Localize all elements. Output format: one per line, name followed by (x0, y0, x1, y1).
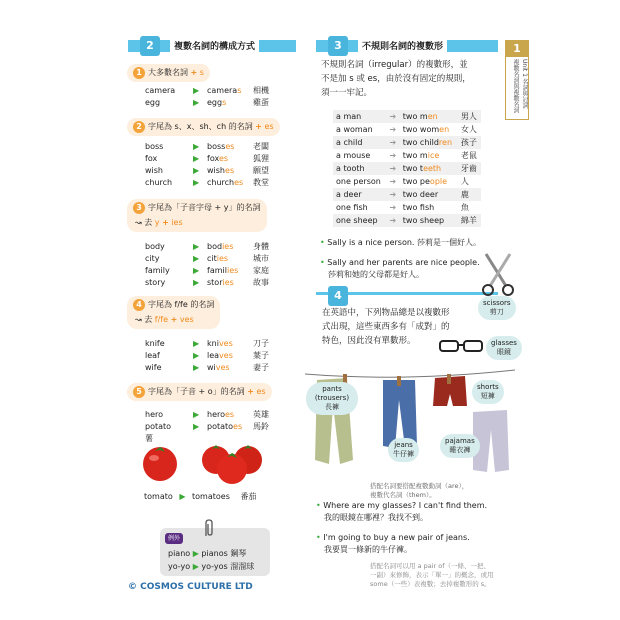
chinese-meaning: 雞蛋 (253, 98, 269, 107)
singular-word: hero (145, 410, 163, 419)
plural-word: bosses (207, 142, 235, 151)
rule-5-suffix: es (256, 387, 266, 396)
note-2-line-1: 搭配名詞可以用 a pair of（一條、一把、 (370, 562, 491, 570)
plural-word: cities (207, 254, 229, 263)
example-1 (320, 237, 510, 249)
rule-3-remove: 去 (144, 218, 153, 227)
arrow-icon: ➔ (389, 125, 397, 134)
plural-form: two people (402, 177, 448, 186)
exception-1-singular: piano (168, 549, 191, 558)
arrow-icon: ▶ (193, 422, 200, 431)
singular-form: one person (336, 177, 381, 186)
rule-3-remove-arrow: ↝ (135, 218, 142, 227)
rule-4-remove: 去 (144, 315, 153, 324)
scissors-icon (478, 250, 518, 298)
label-en: pants (trousers) (314, 385, 350, 402)
chinese-meaning: 故事 (253, 278, 269, 287)
plural-word: churches (207, 178, 244, 187)
chinese-meaning: 綿羊 (460, 216, 477, 225)
chinese-meaning: 城市 (253, 254, 269, 263)
irregular-row (333, 188, 481, 201)
note-2-line-3: some（一些）表複數；去掉複數形的 s。 (370, 580, 491, 588)
singular-word: leaf (145, 351, 160, 360)
chinese-meaning: 身體 (253, 242, 269, 251)
singular-form: a deer (336, 190, 362, 199)
exception-1-arrow: ▶ (192, 549, 199, 558)
arrow-icon: ▶ (193, 266, 200, 275)
plural-word: leaves (207, 351, 233, 360)
rule-4-remove-arrow: ↝ (135, 315, 142, 324)
example-2 (320, 257, 490, 281)
chinese-meaning: 老闆 (253, 142, 269, 151)
arrow-icon: ▶ (193, 166, 200, 175)
rule-2 (127, 118, 280, 136)
rule-3-number: 3 (133, 202, 145, 214)
arrow-icon: ➔ (389, 112, 397, 121)
label-zh: 眼鏡 (496, 348, 511, 356)
exception-row-1 (168, 548, 246, 560)
chinese-meaning: 鹿 (460, 190, 469, 199)
section4-intro-line-3: 特色，因此沒有單數形。 (322, 336, 416, 346)
glasses-label (486, 336, 522, 360)
note-1 (370, 482, 468, 500)
example-4-zh: 我要買一條新的牛仔褲。 (324, 545, 412, 554)
section3-intro (321, 58, 511, 100)
singular-word: wish (145, 166, 164, 175)
singular-form: a tooth (336, 164, 365, 173)
section2-title: 複數名詞的構成方式 (170, 39, 259, 52)
shorts-label (472, 380, 504, 404)
label-zh: 剪刀 (489, 308, 504, 316)
singular-word: potato (145, 422, 172, 431)
arrow-icon: ➔ (389, 216, 397, 225)
chinese-meaning: 刀子 (253, 339, 269, 348)
example-4-en: • I'm going to buy a new pair of jeans. (316, 533, 470, 542)
copyright: © COSMOS CULTURE LTD (128, 582, 253, 592)
arrow-icon: ▶ (193, 242, 200, 251)
rule-5 (127, 383, 272, 401)
example-3-en: • Where are my glasses? I can't find them. (316, 501, 488, 510)
plural-form: two children (402, 138, 453, 147)
rule-5-plus: + (247, 387, 254, 396)
paperclip-icon (202, 518, 216, 538)
word-row (145, 153, 275, 165)
rule-4-number: 4 (133, 299, 145, 311)
singular-word: church (145, 178, 173, 187)
plural-form: two women (402, 125, 450, 134)
section3-title: 不規則名詞的複數形 (358, 39, 447, 52)
arrow-icon: ➔ (389, 203, 397, 212)
singular-word: wife (145, 363, 162, 372)
label-en: pajamas (445, 437, 475, 445)
chinese-meaning: 願望 (253, 166, 269, 175)
rule-4-text: 字尾為 f/fe 的名詞 (148, 300, 215, 309)
plural-word: heroes (207, 410, 235, 419)
example-3-bullet: • (316, 501, 321, 510)
chinese-meaning: 牙齒 (460, 164, 477, 173)
irregular-row (333, 149, 481, 162)
chinese-meaning: 相機 (253, 86, 269, 95)
plural-word: bodies (207, 242, 234, 251)
plural-word: eggs (207, 98, 227, 107)
example-1-bullet: • (320, 238, 325, 247)
rule-1-plus: + (190, 68, 198, 77)
arrow-icon: ▶ (193, 363, 200, 372)
exception-2-plural: yo-yos (201, 562, 228, 571)
word-row (145, 277, 275, 289)
irregular-row (333, 201, 481, 214)
exception-2-singular: yo-yo (168, 562, 191, 571)
plural-word: knives (207, 339, 233, 348)
word-row (145, 85, 275, 97)
rule-3-text: 字尾為「子音字母 + y」的名詞 (148, 203, 261, 212)
example-2-zh: 莎莉和她的父母都是好人。 (328, 270, 424, 279)
arrow-icon: ➔ (389, 164, 397, 173)
word-row (145, 165, 275, 177)
singular-word: body (145, 242, 165, 251)
singular-word: fox (145, 154, 158, 163)
irregular-row (333, 136, 481, 149)
example-2-en: • Sally and her parents are nice people. (320, 258, 480, 267)
word-row (145, 241, 275, 253)
arrow-icon: ▶ (193, 142, 200, 151)
word-row (145, 141, 275, 153)
chinese-meaning: 家庭 (253, 266, 269, 275)
word-row (145, 338, 275, 350)
exception-row-2 (168, 561, 254, 573)
irregular-row (333, 175, 481, 188)
plural-form: two sheep (402, 216, 445, 225)
chinese-meaning: 孩子 (460, 138, 477, 147)
pajamas-label (440, 434, 480, 458)
rule-3-suffix: ies (171, 218, 183, 227)
irregular-row (333, 214, 481, 227)
section4-intro-line-2: 式出現，這些東西多有「成對」的 (322, 322, 450, 332)
pants-label (306, 382, 358, 415)
label-en: shorts (477, 383, 499, 391)
rule-1-suffix: s (199, 68, 204, 77)
singular-word: camera (145, 86, 176, 95)
tomato-row (144, 491, 274, 503)
note-2-line-2: 一副）來修飾，表示「單一」的概念，或用 (370, 571, 494, 579)
plural-form: two fish (402, 203, 435, 212)
rule-2-number: 2 (133, 121, 145, 133)
tomato-plural: tomatoes (192, 492, 230, 501)
exception-1-plural: pianos (201, 549, 228, 558)
section4-intro-line-1: 在英語中，下列物品總是以複數形 (322, 308, 450, 318)
exception-1-zh: 鋼琴 (230, 549, 247, 558)
plural-word: wives (207, 363, 230, 372)
irregular-row (333, 123, 481, 136)
plural-word: foxes (207, 154, 229, 163)
plural-word: cameras (207, 86, 242, 95)
singular-form: a man (336, 112, 362, 121)
chinese-meaning: 老鼠 (460, 151, 477, 160)
word-row (145, 177, 275, 189)
arrow-icon: ▶ (193, 98, 200, 107)
exception-2-arrow: ▶ (192, 562, 199, 571)
section3-intro-line-1: 不規則名詞（irregular）的複數形，並 (321, 60, 468, 70)
arrow-icon: ➔ (389, 177, 397, 186)
rule-4-suffix: ves (179, 315, 194, 324)
rule-3 (127, 199, 267, 232)
chinese-meaning: 魚 (460, 203, 469, 212)
example-4-bullet: • (316, 533, 321, 542)
plural-form: two mice (402, 151, 440, 160)
label-en: scissors (483, 299, 511, 307)
tomato-zh: 番茄 (240, 492, 257, 501)
chinese-meaning: 妻子 (253, 363, 269, 372)
section2-number: 2 (140, 36, 160, 56)
label-zh: 牛仔褲 (393, 450, 414, 458)
rule-5-number: 5 (133, 386, 145, 398)
scissors-label (478, 296, 516, 320)
unit-title: Unit 1 名詞與冠詞 複數名詞與複數名詞 (512, 59, 528, 113)
word-row (145, 253, 275, 265)
chinese-meaning: 馬鈴薯 (145, 422, 269, 443)
tomatoes-image (198, 440, 268, 486)
section4-number: 4 (328, 286, 348, 306)
label-en: jeans (394, 441, 413, 449)
section3-intro-line-3: 須一一牢記。 (321, 88, 373, 98)
singular-form: one sheep (336, 216, 378, 225)
irregular-row (333, 110, 481, 123)
section3-number: 3 (328, 36, 348, 56)
rule-4-removed: f/fe (154, 315, 169, 324)
arrow-icon: ➔ (389, 190, 397, 199)
arrow-icon: ➔ (389, 151, 397, 160)
rule-3-plus: + (162, 218, 169, 227)
tomato-singular: tomato (144, 492, 173, 501)
label-zh: 短褲 (480, 392, 495, 400)
tomato-arrow: ▶ (179, 492, 186, 501)
arrow-icon: ➔ (389, 138, 397, 147)
example-3-zh: 我的眼鏡在哪裡？我找不到。 (324, 513, 428, 522)
rule-2-text: 字尾為 s、x、sh、ch 的名詞 (148, 122, 253, 131)
arrow-icon: ▶ (193, 410, 200, 419)
rule-3-removed: y (154, 218, 160, 227)
unit-number: 1 (506, 41, 528, 57)
singular-word: egg (145, 98, 161, 107)
label-zh: 長褲 (325, 403, 339, 411)
plural-form: two men (402, 112, 438, 121)
rule-1-text: 大多數名詞 (148, 68, 188, 77)
example-1-en: • Sally is a nice person. 莎莉是一個好人。 (320, 238, 482, 247)
word-row (145, 362, 275, 374)
arrow-icon: ▶ (193, 339, 200, 348)
word-row (145, 350, 275, 362)
singular-word: story (145, 278, 166, 287)
tomato-image (138, 441, 182, 483)
plural-form: two deer (402, 190, 439, 199)
chinese-meaning: 男人 (460, 112, 477, 121)
note-2 (370, 562, 494, 589)
irregular-row (333, 162, 481, 175)
arrow-icon: ▶ (193, 351, 200, 360)
plural-word: wishes (207, 166, 235, 175)
rule-1 (127, 64, 210, 82)
example-3 (316, 500, 516, 524)
singular-word: knife (145, 339, 165, 348)
section3-intro-line-2: 不是加 s 或 es，由於沒有固定的規則， (321, 74, 471, 84)
label-zh: 睡衣褲 (449, 446, 471, 454)
plural-word: families (207, 266, 239, 275)
singular-word: boss (145, 142, 164, 151)
plural-form: two teeth (402, 164, 442, 173)
irregular-table (333, 110, 481, 227)
plural-word: potatoes (207, 422, 243, 431)
rule-5-text: 字尾為「子音 + o」的名詞 (148, 387, 245, 396)
arrow-icon: ▶ (193, 86, 200, 95)
singular-form: a woman (336, 125, 373, 134)
jeans-label (388, 438, 419, 462)
chinese-meaning: 教堂 (253, 178, 269, 187)
singular-word: family (145, 266, 170, 275)
chinese-meaning: 英雄 (253, 410, 269, 419)
rule-4-plus: + (170, 315, 178, 324)
word-row (145, 265, 275, 277)
singular-word: city (145, 254, 160, 263)
chinese-meaning: 女人 (460, 125, 477, 134)
rule-1-number: 1 (133, 67, 145, 79)
arrow-icon: ▶ (193, 154, 200, 163)
chinese-meaning: 人 (460, 177, 469, 186)
singular-form: a mouse (336, 151, 371, 160)
exception-badge: 例外 (165, 533, 183, 544)
label-en: glasses (491, 339, 517, 347)
chinese-meaning: 葉子 (253, 351, 269, 360)
rule-2-suffix: es (264, 122, 274, 131)
rule-4 (127, 296, 220, 329)
arrow-icon: ▶ (193, 278, 200, 287)
singular-form: a child (336, 138, 363, 147)
arrow-icon: ▶ (193, 254, 200, 263)
glasses-icon (438, 337, 486, 355)
example-2-bullet: • (320, 258, 325, 267)
note-1-line-1: 搭配名詞要搭配複數動詞（are）， (370, 482, 469, 490)
note-1-line-2: 複數代名詞（them）。 (370, 491, 436, 499)
rule-2-plus: + (255, 122, 262, 131)
word-row (145, 409, 275, 421)
example-4 (316, 532, 516, 556)
singular-form: one fish (336, 203, 368, 212)
chinese-meaning: 狐狸 (253, 154, 269, 163)
exception-2-zh: 溜溜球 (230, 562, 255, 571)
word-row (145, 97, 275, 109)
arrow-icon: ▶ (193, 178, 200, 187)
plural-word: stories (207, 278, 234, 287)
